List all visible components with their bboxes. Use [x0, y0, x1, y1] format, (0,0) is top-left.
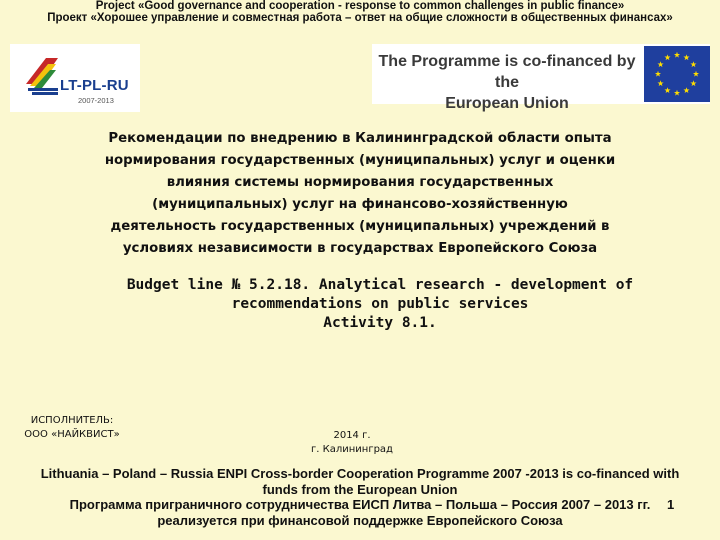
eu-star-icon [683, 54, 689, 60]
project-header-line-ru: Проект «Хорошее управление и совместная работа – ответ на общие сложности в общественных финансах» [47, 12, 673, 24]
project-header-line-en: Project «Good governance and cooperation - response to common challenges in public finance» [95, 0, 625, 12]
report-title-line: Рекомендации по внедрению в Калининградской области опыта [108, 131, 612, 146]
eu-star-icon [658, 61, 664, 67]
report-title-line: влияния системы нормирования государственных [166, 175, 554, 190]
eu-star-icon [683, 87, 689, 93]
footer-line-en-2: funds from the European Union [262, 481, 458, 497]
footer-line-en-1: Lithuania – Poland – Russia ENPI Cross-border Cooperation Programme 2007 -2013 is co-financed with [40, 466, 680, 481]
eu-star-icon [664, 54, 670, 60]
budget-line-block [80, 276, 680, 333]
footer-line-ru-2: реализуется при финансовой поддержке Европейского Союза [157, 512, 563, 528]
eu-banner-line2: European Union [445, 95, 569, 112]
eu-star-icon [690, 80, 696, 86]
eu-star-icon [655, 71, 661, 77]
executor-name: ООО «НАЙКВИСТ» [24, 429, 120, 440]
report-title-line: деятельность государственных (муниципальных) учреждений в [110, 219, 610, 234]
footer [0, 466, 720, 528]
eu-star-icon [664, 87, 670, 93]
eu-star-icon [674, 52, 680, 58]
logo-years: 2007-2013 [78, 96, 114, 105]
programme-emblem-icon [24, 54, 64, 96]
footer-line-ru-1: Программа приграничного сотрудничества ЕИСП Литва – Польша – Россия 2007 – 2013 гг. [69, 497, 651, 512]
executor-label: ИСПОЛНИТЕЛЬ: [30, 415, 114, 426]
executor-block [14, 414, 130, 442]
report-title-line: нормирования государственных (муниципальных) услуг и оценки [104, 153, 616, 168]
eu-banner-text [378, 51, 636, 114]
report-title-line: (муниципальных) услуг на финансово-хозяйственную [152, 197, 568, 212]
eu-star-icon [674, 90, 680, 96]
budget-line-subject: recommendations on public services [231, 296, 529, 312]
activity-number: Activity 8.1. [323, 315, 437, 331]
page-number: 1 [667, 497, 675, 512]
lt-pl-ru-logo [10, 44, 140, 112]
eu-banner-line1: The Programme is co-financed by the [378, 53, 636, 91]
report-title [60, 128, 660, 260]
eu-cofinance-banner [372, 44, 710, 112]
budget-line: Budget line № 5.2.18. Analytical research - development of [126, 277, 634, 293]
logo-text: LT-PL-RU [60, 77, 129, 94]
report-title-line: условиях независимости в государствах Европейского Союза [122, 241, 598, 256]
eu-star-icon [658, 80, 664, 86]
eu-star-icon [693, 71, 699, 77]
project-header [0, 0, 720, 24]
year: 2014 г. [333, 430, 371, 441]
eu-flag-icon [644, 46, 710, 102]
date-place-block [294, 429, 410, 457]
city: г. Калининград [311, 444, 393, 455]
eu-star-icon [690, 61, 696, 67]
